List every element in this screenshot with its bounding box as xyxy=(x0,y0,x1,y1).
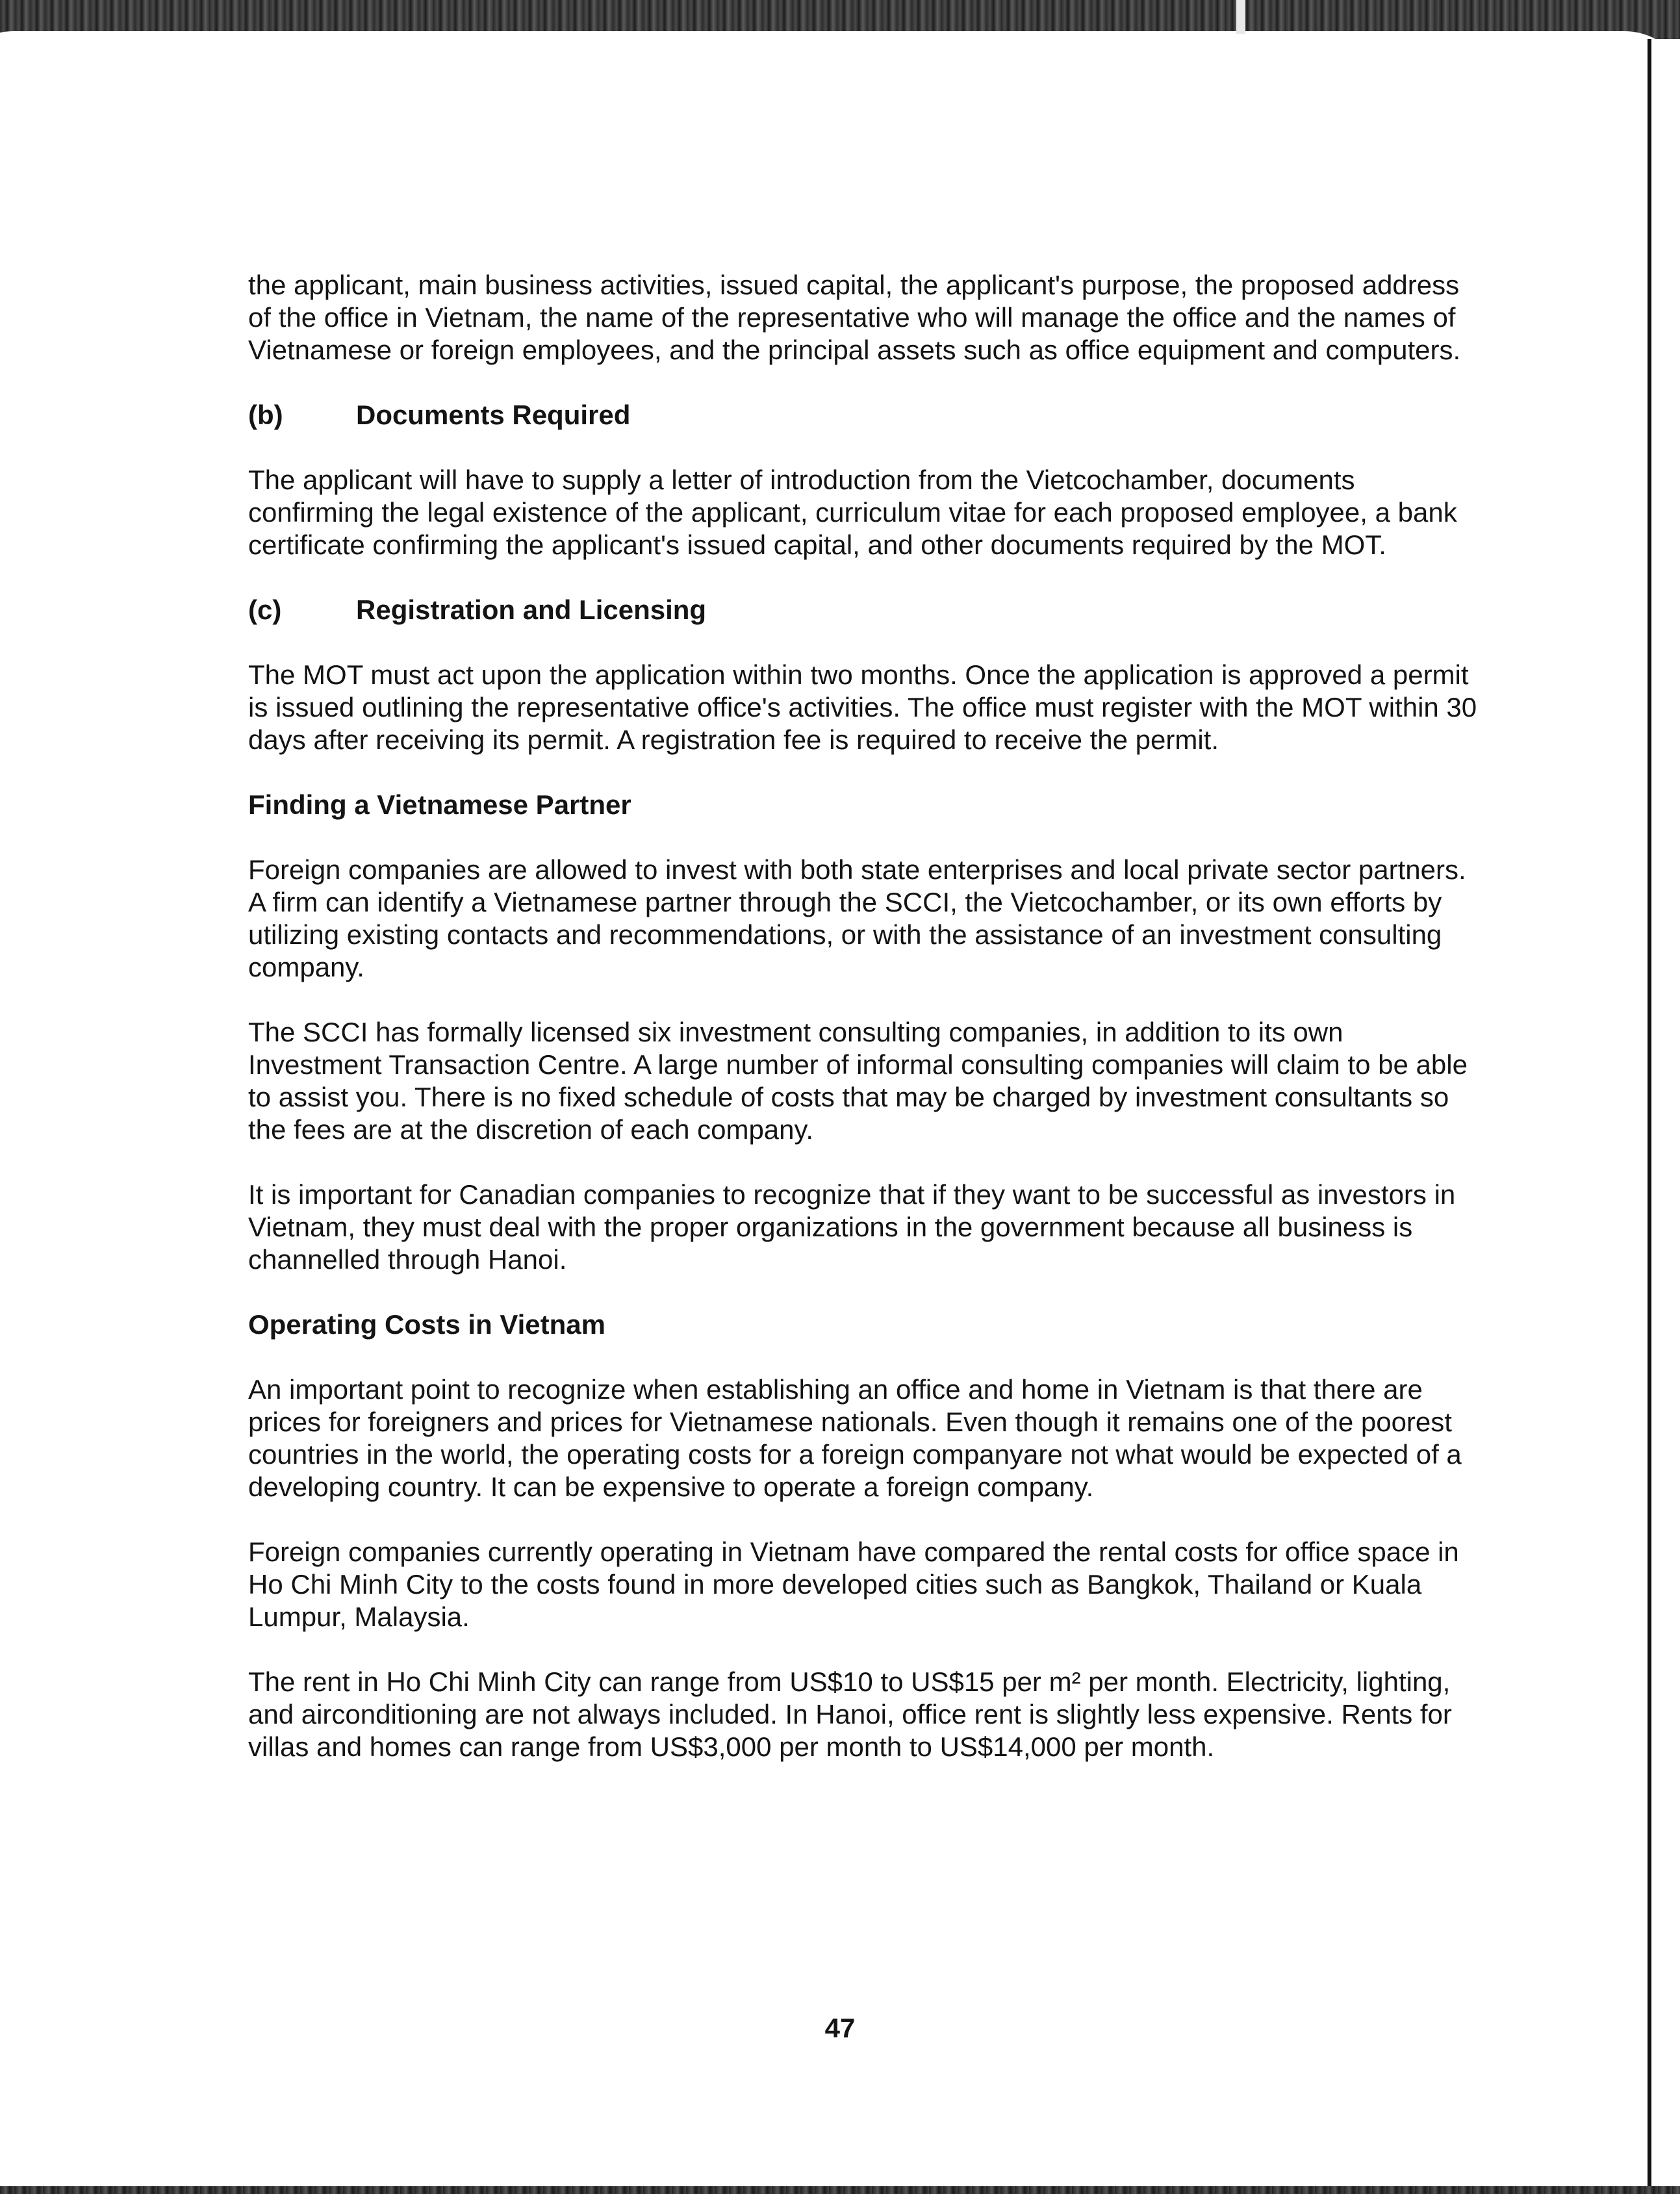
subsection-heading-registration xyxy=(248,594,1483,626)
paragraph-partner-1: Foreign companies are allowed to invest with both state enterprises and local private sector partners. A firm can identify a Vietnamese partner through the SCCI, the Vietcochamber, or its own efforts by utilizing existing contacts and recommendations, or with the assistance of an investment consulting company. xyxy=(248,854,1466,982)
paragraph-costs-1: An important point to recognize when establishing an office and home in Vietnam is that there are prices for foreigners and prices for Vietnamese nationals. Even though it remains one of the poorest countries in the world, the operating costs for a foreign companyare not what would be expected of a developing country. It can be expensive to operate a foreign company. xyxy=(248,1374,1462,1502)
document-body xyxy=(248,269,1483,1796)
section-heading-costs: Operating Costs in Vietnam xyxy=(248,1309,605,1340)
paragraph-costs-2: Foreign companies currently operating in Vietnam have compared the rental costs for office space in Ho Chi Minh City to the costs found in more developed cities such as Bangkok, Thailand or Kuala Lumpur, Malaysia. xyxy=(248,1537,1459,1632)
page-number: 47 xyxy=(824,2013,856,2043)
scan-bottom-edge xyxy=(0,2186,1680,2194)
subsection-marker: (c) xyxy=(248,594,282,625)
scan-mark xyxy=(1236,0,1245,34)
paragraph-costs-3: The rent in Ho Chi Minh City can range from US$10 to US$15 per m² per month. Electricity, lighting, and airconditioning are not always included. In Hanoi, office rent is slightly less expensive. Rents for villas and homes can range from US$3,000 per month to US$14,000 per month. xyxy=(248,1666,1452,1762)
subsection-heading-documents xyxy=(248,399,1483,431)
scan-right-edge xyxy=(1648,39,1680,2194)
subsection-title: Registration and Licensing xyxy=(356,594,707,625)
paragraph-intro: the applicant, main business activities, issued capital, the applicant's purpose, the proposed address of the office in Vietnam, the name of the representative who will manage the office and the names of Vietnamese or foreign employees, and the principal assets such as office equipment and computers. xyxy=(248,270,1461,365)
paragraph-documents-required: The applicant will have to supply a letter of introduction from the Vietcochamber, documents confirming the legal existence of the applicant, curriculum vitae for each proposed employee, a bank certificate confirming the applicant's issued capital, and other documents required by the MOT. xyxy=(248,465,1457,560)
section-heading-partner: Finding a Vietnamese Partner xyxy=(248,789,631,820)
paragraph-registration: The MOT must act upon the application within two months. Once the application is approved a permit is issued outlining the representative office's activities. The office must register with the MOT within 30 days after receiving its permit. A registration fee is required to receive the permit. xyxy=(248,659,1477,755)
paragraph-partner-3: It is important for Canadian companies to recognize that if they want to be successful as investors in Vietnam, they must deal with the proper organizations in the government because all business is channelled through Hanoi. xyxy=(248,1179,1456,1275)
subsection-marker: (b) xyxy=(248,400,283,430)
paragraph-partner-2: The SCCI has formally licensed six investment consulting companies, in addition to its own Investment Transaction Centre. A large number of informal consulting companies will claim to be able to assist you. There is no fixed schedule of costs that may be charged by investment consultants so the fees are at the discretion of each company. xyxy=(248,1017,1468,1145)
page-top-curve xyxy=(0,31,1676,90)
subsection-title: Documents Required xyxy=(356,400,631,430)
